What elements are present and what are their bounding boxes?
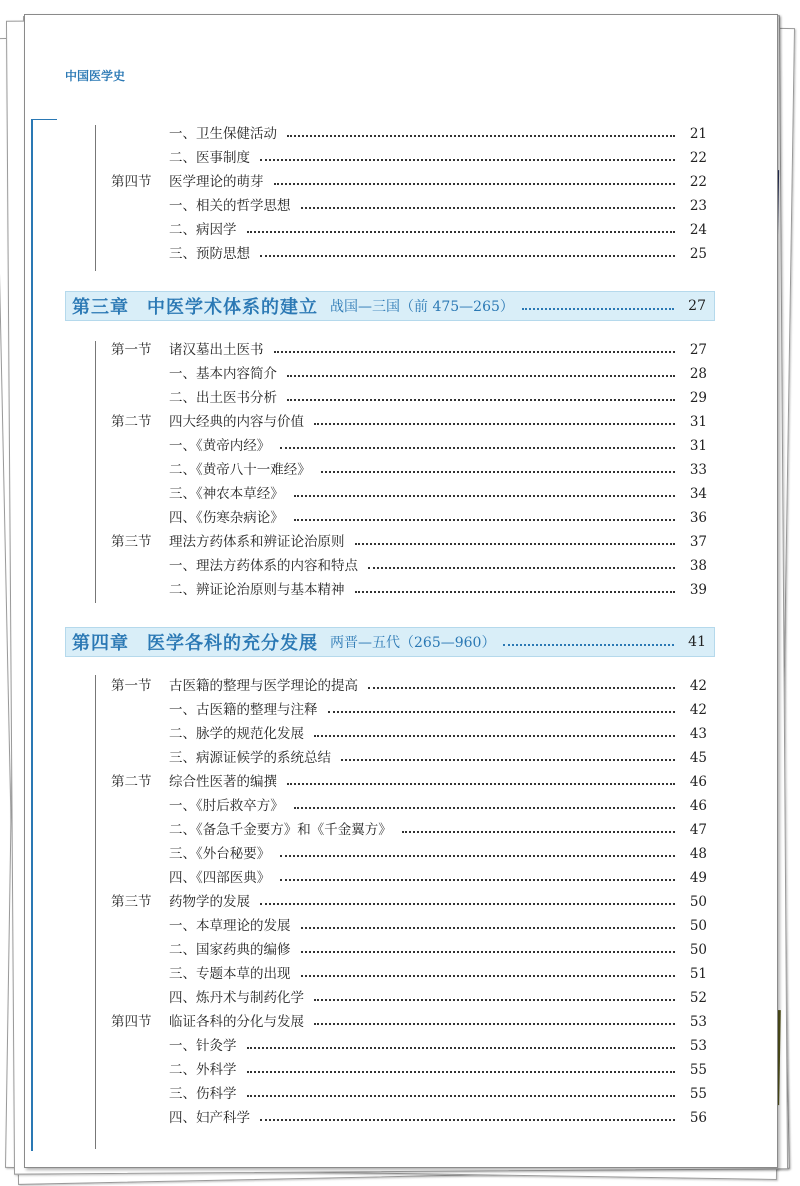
page-number: 50 (689, 918, 707, 934)
toc-subsection-entry[interactable] (111, 987, 707, 1009)
toc-subsection-entry[interactable] (111, 963, 707, 985)
chapter-period: 两晋—五代（265—960） (330, 635, 496, 651)
chapter-number: 第四章 (72, 633, 129, 654)
page-number: 27 (689, 342, 707, 358)
section-label: 第三节 (111, 534, 152, 550)
entry-title: 二、《黄帝八十一难经》 (169, 462, 311, 478)
margin-rule-tick (31, 119, 57, 120)
entry-title: 二、医事制度 (169, 150, 250, 166)
page-number: 34 (689, 486, 707, 502)
leader-dots (260, 902, 675, 905)
toc-subsection-entry[interactable] (111, 219, 707, 241)
entry-title: 三、《神农本草经》 (169, 486, 284, 502)
toc-section-entry[interactable] (111, 1011, 707, 1033)
toc-subsection-entry[interactable] (111, 723, 707, 745)
leader-dots (301, 926, 676, 929)
page-number: 43 (689, 726, 707, 742)
toc-subsection-entry[interactable] (111, 555, 707, 577)
page-number: 22 (689, 174, 707, 190)
leader-dots (522, 307, 674, 310)
page-number: 53 (689, 1014, 707, 1030)
page-number: 55 (689, 1062, 707, 1078)
chapter-page-number: 41 (688, 634, 706, 650)
toc-section-entry[interactable] (111, 771, 707, 793)
page-number: 42 (689, 678, 707, 694)
toc-subsection-entry[interactable] (111, 867, 707, 889)
entry-title: 二、出土医书分析 (169, 390, 277, 406)
entry-title: 一、《肘后救卒方》 (169, 798, 284, 814)
page-number: 24 (689, 222, 707, 238)
toc-subsection-entry[interactable] (111, 915, 707, 937)
page-number: 25 (689, 246, 707, 262)
toc-subsection-entry[interactable] (111, 747, 707, 769)
page-number: 31 (689, 414, 707, 430)
entry-title: 四大经典的内容与价值 (169, 414, 304, 430)
entry-title: 四、《伤寒杂病论》 (169, 510, 284, 526)
leader-dots (247, 230, 676, 233)
leader-dots (280, 854, 675, 857)
entry-title: 一、理法方药体系的内容和特点 (169, 558, 358, 574)
chapter-3-heading[interactable] (65, 291, 715, 321)
toc-section-entry[interactable] (111, 675, 707, 697)
margin-rule (31, 119, 33, 1151)
toc-subsection-entry[interactable] (111, 195, 707, 217)
section-label: 第一节 (111, 342, 152, 358)
leader-dots (314, 422, 675, 425)
page-number: 47 (689, 822, 707, 838)
page-number: 37 (689, 534, 707, 550)
entry-title: 医学理论的萌芽 (169, 174, 264, 190)
page-number: 29 (689, 390, 707, 406)
leader-dots (280, 446, 675, 449)
page-number: 21 (689, 126, 707, 142)
section-rule (95, 675, 96, 1149)
toc-section-entry[interactable] (111, 531, 707, 553)
page-number: 50 (689, 942, 707, 958)
leader-dots (287, 782, 675, 785)
page-number: 49 (689, 870, 707, 886)
leader-dots (294, 494, 675, 497)
page-number: 51 (689, 966, 707, 982)
entry-title: 四、炼丹术与制药化学 (169, 990, 304, 1006)
leader-dots (314, 734, 675, 737)
toc-subsection-entry[interactable] (111, 459, 707, 481)
leader-dots (402, 830, 675, 833)
entry-title: 二、辨证论治原则与基本精神 (169, 582, 345, 598)
toc-subsection-entry[interactable] (111, 483, 707, 505)
chapter-period: 战国—三国（前 475—265） (330, 299, 514, 315)
leader-dots (368, 566, 675, 569)
toc-subsection-entry[interactable] (111, 579, 707, 601)
leader-dots (260, 158, 675, 161)
toc-page (24, 14, 778, 1168)
chapter-number: 第三章 (72, 297, 129, 318)
leader-dots (287, 134, 675, 137)
page-number: 31 (689, 438, 707, 454)
entry-title: 三、专题本草的出现 (169, 966, 291, 982)
page-number: 22 (689, 150, 707, 166)
entry-title: 一、基本内容简介 (169, 366, 277, 382)
leader-dots (247, 1046, 676, 1049)
entry-title: 三、预防思想 (169, 246, 250, 262)
entry-title: 一、古医籍的整理与注释 (169, 702, 318, 718)
leader-dots (274, 350, 676, 353)
leader-dots (280, 878, 675, 881)
toc-subsection-entry[interactable] (111, 819, 707, 841)
page-number: 50 (689, 894, 707, 910)
entry-title: 临证各科的分化与发展 (169, 1014, 304, 1030)
toc-subsection-entry[interactable] (111, 243, 707, 265)
page-number: 53 (689, 1038, 707, 1054)
leader-dots (301, 206, 676, 209)
page-number: 55 (689, 1086, 707, 1102)
leader-dots (314, 998, 675, 1001)
leader-dots (314, 1022, 675, 1025)
leader-dots (301, 950, 676, 953)
page-number: 23 (689, 198, 707, 214)
entry-title: 药物学的发展 (169, 894, 250, 910)
leader-dots (368, 686, 675, 689)
toc-subsection-entry[interactable] (111, 1059, 707, 1081)
toc-subsection-entry[interactable] (111, 1083, 707, 1105)
page-number: 39 (689, 582, 707, 598)
section-label: 第三节 (111, 894, 152, 910)
section-label: 第一节 (111, 678, 152, 694)
entry-title: 二、脉学的规范化发展 (169, 726, 304, 742)
page-number: 33 (689, 462, 707, 478)
leader-dots (294, 518, 675, 521)
toc-subsection-entry[interactable] (111, 435, 707, 457)
leader-dots (287, 374, 675, 377)
leader-dots (294, 806, 675, 809)
toc-subsection-entry[interactable] (111, 699, 707, 721)
leader-dots (274, 182, 676, 185)
leader-dots (355, 590, 676, 593)
toc-subsection-entry[interactable] (111, 123, 707, 145)
entry-title: 三、《外台秘要》 (169, 846, 271, 862)
entry-title: 理法方药体系和辨证论治原则 (169, 534, 345, 550)
leader-dots (247, 1070, 676, 1073)
leader-dots (247, 1094, 676, 1097)
entry-title: 二、《备急千金要方》和《千金翼方》 (169, 822, 392, 838)
page-number: 56 (689, 1110, 707, 1126)
chapter-4-heading[interactable] (65, 627, 715, 657)
toc-section-entry[interactable] (111, 411, 707, 433)
toc-subsection-entry[interactable] (111, 147, 707, 169)
page-number: 46 (689, 774, 707, 790)
section-rule (95, 341, 96, 603)
page-number: 36 (689, 510, 707, 526)
entry-title: 二、外科学 (169, 1062, 237, 1078)
entry-title: 三、病源证候学的系统总结 (169, 750, 331, 766)
toc-subsection-entry[interactable] (111, 507, 707, 529)
entry-title: 古医籍的整理与医学理论的提高 (169, 678, 358, 694)
toc-subsection-entry[interactable] (111, 387, 707, 409)
leader-dots (321, 470, 675, 473)
entry-title: 二、病因学 (169, 222, 237, 238)
leader-dots (341, 758, 675, 761)
leader-dots (287, 398, 675, 401)
section-label: 第四节 (111, 174, 152, 190)
entry-title: 一、本草理论的发展 (169, 918, 291, 934)
leader-dots (301, 974, 676, 977)
section-rule (95, 125, 96, 271)
page-number: 52 (689, 990, 707, 1006)
entry-title: 诸汉墓出土医书 (169, 342, 264, 358)
toc-section-entry[interactable] (111, 339, 707, 361)
leader-dots (503, 643, 674, 646)
toc-subsection-entry[interactable] (111, 1107, 707, 1129)
section-label: 第二节 (111, 414, 152, 430)
leader-dots (328, 710, 676, 713)
page-number: 48 (689, 846, 707, 862)
toc-subsection-entry[interactable] (111, 843, 707, 865)
entry-title: 一、《黄帝内经》 (169, 438, 271, 454)
toc-subsection-entry[interactable] (111, 939, 707, 961)
entry-title: 综合性医著的编撰 (169, 774, 277, 790)
chapter-title: 中医学术体系的建立 (147, 297, 318, 318)
entry-title: 一、相关的哲学思想 (169, 198, 291, 214)
page-number: 42 (689, 702, 707, 718)
leader-dots (260, 1118, 675, 1121)
page-number: 46 (689, 798, 707, 814)
leader-dots (355, 542, 676, 545)
page-number: 45 (689, 750, 707, 766)
toc-subsection-entry[interactable] (111, 363, 707, 385)
entry-title: 一、针灸学 (169, 1038, 237, 1054)
entry-title: 二、国家药典的编修 (169, 942, 291, 958)
toc-section-entry[interactable] (111, 891, 707, 913)
entry-title: 四、妇产科学 (169, 1110, 250, 1126)
page-number: 28 (689, 366, 707, 382)
entry-title: 一、卫生保健活动 (169, 126, 277, 142)
section-label: 第二节 (111, 774, 152, 790)
entry-title: 三、伤科学 (169, 1086, 237, 1102)
running-head: 中国医学史 (65, 69, 126, 83)
leader-dots (260, 254, 675, 257)
entry-title: 四、《四部医典》 (169, 870, 271, 886)
toc-subsection-entry[interactable] (111, 1035, 707, 1057)
page-number: 38 (689, 558, 707, 574)
chapter-page-number: 27 (688, 298, 706, 314)
toc-section-entry[interactable] (111, 171, 707, 193)
chapter-title: 医学各科的充分发展 (147, 633, 318, 654)
section-label: 第四节 (111, 1014, 152, 1030)
toc-subsection-entry[interactable] (111, 795, 707, 817)
